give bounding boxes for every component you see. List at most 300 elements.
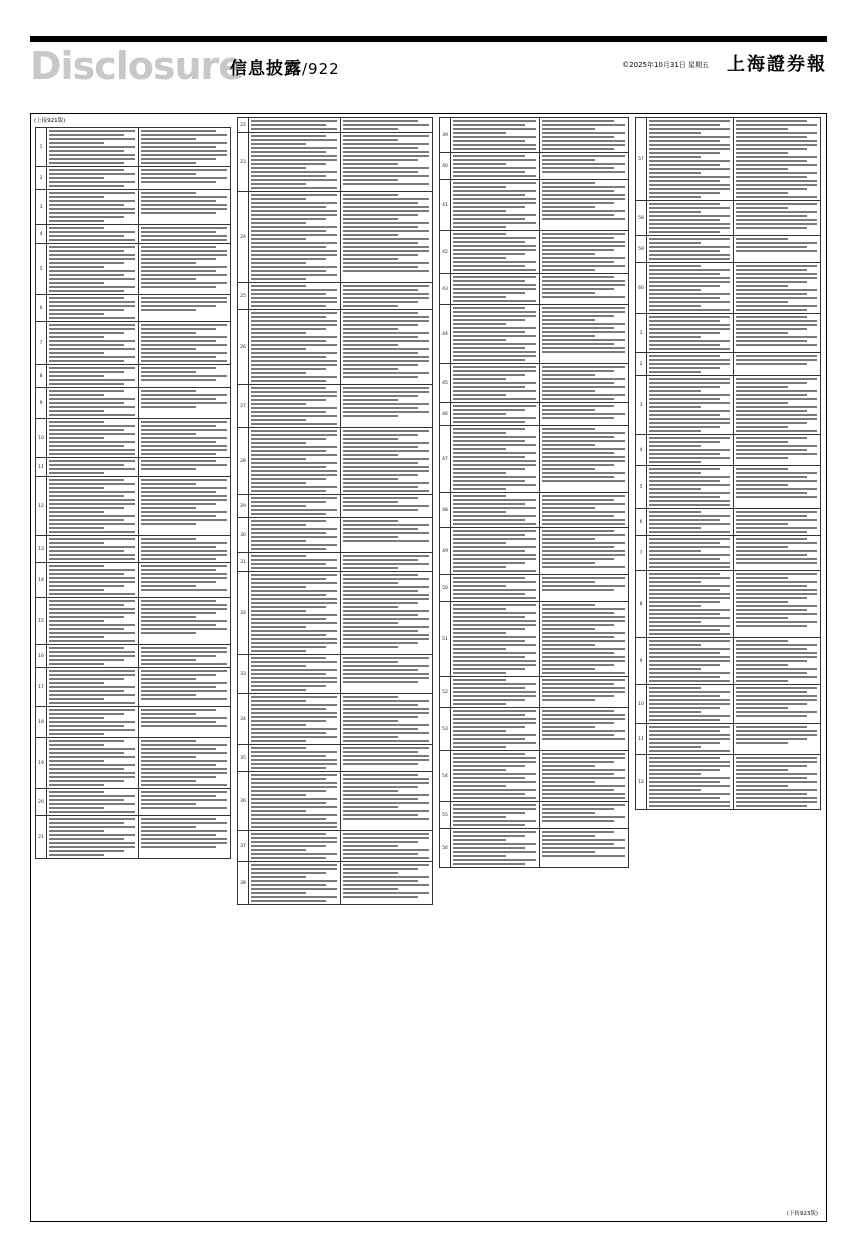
original-clause-cell [47, 365, 139, 388]
text-line [251, 171, 337, 173]
text-line [251, 301, 337, 303]
table-row [636, 685, 821, 724]
text-line [343, 159, 418, 161]
text-line [343, 837, 429, 839]
text-line [49, 200, 135, 202]
text-line [251, 590, 337, 592]
text-line [141, 651, 227, 653]
table-row [440, 751, 629, 802]
text-line [736, 581, 817, 583]
text-line [251, 700, 306, 702]
text-line [453, 159, 536, 161]
original-clause-cell [647, 638, 734, 685]
text-line [251, 364, 337, 366]
text-line [649, 777, 730, 779]
text-line [649, 386, 720, 388]
text-line [343, 266, 418, 268]
text-line [343, 594, 429, 596]
table-row [238, 745, 433, 772]
text-line [453, 812, 525, 814]
text-line [736, 418, 817, 420]
text-line [343, 446, 418, 448]
text-line [49, 850, 124, 852]
text-line [649, 269, 730, 271]
text-line [141, 670, 227, 672]
text-line [141, 491, 216, 493]
text-line [343, 841, 418, 843]
text-line [453, 464, 536, 466]
text-line [736, 192, 788, 194]
text-line [453, 636, 536, 638]
column-3 [439, 117, 629, 1218]
text-line [649, 382, 730, 384]
text-line [649, 765, 730, 767]
text-line [649, 789, 701, 791]
text-line [49, 612, 135, 614]
revised-clause-cell [341, 133, 433, 192]
text-line [141, 332, 196, 334]
text-line [649, 761, 730, 763]
text-line [343, 849, 429, 851]
text-line [251, 222, 306, 224]
text-line [343, 810, 429, 812]
text-line [453, 769, 506, 771]
text-line [453, 276, 536, 278]
text-line [251, 732, 326, 734]
text-line [251, 470, 337, 472]
text-line [141, 585, 196, 587]
text-line [141, 608, 227, 610]
text-line [49, 491, 135, 493]
text-line [251, 183, 306, 185]
revised-clause-cell [139, 458, 231, 477]
text-line [251, 175, 326, 177]
continued-to-note: (下转923版) [786, 1211, 818, 1217]
text-line [649, 422, 730, 424]
text-line [736, 734, 817, 736]
text-line [736, 394, 807, 396]
row-number: 5 [36, 244, 47, 295]
text-line [736, 398, 817, 400]
text-line [141, 177, 227, 179]
table-row [636, 201, 821, 236]
text-line [736, 120, 807, 122]
text-line [542, 315, 614, 317]
text-line [49, 254, 135, 256]
row-number: 58 [636, 201, 647, 236]
row-number: 2 [636, 353, 647, 376]
text-line [49, 565, 104, 567]
continued-from-note: (上接921版) [34, 118, 66, 124]
text-line [141, 250, 227, 252]
text-line [453, 120, 536, 122]
text-line [343, 238, 429, 240]
text-line [736, 176, 807, 178]
row-number: 51 [440, 602, 451, 677]
text-line [141, 282, 227, 284]
text-line [343, 880, 418, 882]
text-line [453, 460, 536, 462]
text-line [736, 640, 788, 642]
text-line [49, 717, 104, 719]
text-line [736, 246, 807, 248]
row-number: 53 [440, 708, 451, 751]
text-line [453, 699, 525, 701]
text-line [251, 888, 337, 890]
text-line [542, 581, 595, 583]
text-line [251, 466, 326, 468]
table-row [238, 553, 433, 572]
revised-clause-cell [734, 236, 821, 263]
text-line [736, 711, 817, 713]
text-line [649, 254, 730, 256]
text-line [736, 437, 807, 439]
text-line [736, 609, 807, 611]
text-line [542, 664, 614, 666]
text-line [141, 483, 196, 485]
text-line [141, 503, 216, 505]
text-line [343, 638, 429, 640]
revised-clause-cell [540, 231, 629, 274]
text-line [649, 297, 720, 299]
text-line [649, 785, 730, 787]
text-line [141, 604, 227, 606]
text-line [251, 763, 337, 765]
text-line [141, 340, 216, 342]
text-line [453, 206, 525, 208]
page-number: /922 [302, 60, 340, 78]
text-line [343, 602, 418, 604]
text-line [453, 687, 525, 689]
text-line [343, 297, 429, 299]
text-line [343, 458, 429, 460]
revised-clause-cell [139, 563, 231, 598]
row-number: 3 [636, 376, 647, 435]
text-line [251, 736, 337, 738]
row-number: 25 [238, 283, 249, 310]
text-line [343, 411, 429, 413]
text-line [453, 292, 525, 294]
text-line [453, 468, 525, 470]
revised-clause-cell [540, 575, 629, 602]
text-line [736, 648, 807, 650]
text-line [251, 482, 306, 484]
text-line [453, 386, 525, 388]
text-line [736, 386, 788, 388]
text-line [649, 715, 730, 717]
text-line [343, 324, 418, 326]
text-line [453, 390, 536, 392]
text-line [251, 798, 337, 800]
table-row [36, 295, 231, 322]
text-line [542, 546, 614, 548]
text-line [49, 134, 124, 136]
text-line [649, 289, 701, 291]
text-line [453, 710, 536, 712]
original-clause-cell [451, 426, 540, 493]
text-line [453, 616, 525, 618]
text-line [49, 507, 124, 509]
text-line [649, 305, 701, 307]
text-line [343, 673, 429, 675]
revised-clause-cell [540, 180, 629, 231]
text-line [141, 173, 196, 175]
text-line [251, 578, 326, 580]
text-line [141, 336, 227, 338]
row-number: 32 [238, 572, 249, 655]
text-line [649, 668, 701, 670]
text-line [542, 507, 595, 509]
original-clause-cell [451, 677, 540, 708]
text-line [343, 872, 398, 874]
text-line [736, 726, 807, 728]
text-line [251, 559, 337, 561]
text-line [649, 227, 730, 229]
text-line [542, 644, 595, 646]
text-line [251, 254, 337, 256]
text-line [736, 585, 807, 587]
text-line [736, 523, 788, 525]
text-line [251, 415, 337, 417]
text-line [453, 253, 525, 255]
text-line [343, 151, 429, 153]
text-line [736, 573, 817, 575]
text-line [141, 158, 216, 160]
original-clause-cell [647, 536, 734, 571]
text-line [736, 789, 817, 791]
text-line [141, 507, 196, 509]
text-line [736, 406, 817, 408]
text-line [49, 764, 135, 766]
table-row [636, 376, 821, 435]
revised-clause-cell [139, 668, 231, 707]
text-line [343, 716, 418, 718]
text-line [736, 273, 817, 275]
table-row [238, 831, 433, 862]
text-line [343, 356, 429, 358]
text-line [453, 257, 506, 259]
text-line [251, 673, 326, 675]
text-line [453, 288, 536, 290]
text-line [649, 188, 730, 190]
original-clause-cell [647, 571, 734, 638]
revised-clause-cell [139, 167, 231, 190]
text-line [251, 528, 337, 530]
text-line [453, 859, 536, 861]
original-clause-cell [647, 263, 734, 314]
text-line [251, 458, 306, 460]
text-line [542, 460, 625, 462]
text-line [141, 196, 227, 198]
text-line [453, 679, 506, 681]
text-line [251, 778, 326, 780]
text-line [343, 786, 418, 788]
text-line [736, 707, 788, 709]
text-line [343, 610, 429, 612]
text-line [251, 626, 306, 628]
text-line [453, 327, 536, 329]
revised-clause-cell [139, 536, 231, 563]
original-clause-cell [249, 192, 341, 283]
text-line [49, 146, 135, 148]
text-line [49, 842, 135, 844]
text-line [49, 780, 124, 782]
text-line [49, 569, 135, 571]
text-line [736, 738, 807, 740]
text-line [542, 409, 595, 411]
original-clause-cell [47, 816, 139, 859]
text-line [453, 519, 525, 521]
text-line [649, 691, 730, 693]
text-line [141, 772, 227, 774]
original-clause-cell [47, 458, 139, 477]
row-number: 60 [636, 263, 647, 314]
revised-clause-cell [734, 536, 821, 571]
original-clause-cell [47, 563, 139, 598]
text-line [49, 394, 104, 396]
table-row [36, 128, 231, 167]
text-line [49, 523, 135, 525]
row-number: 41 [440, 180, 451, 231]
text-line [736, 785, 788, 787]
text-line [251, 586, 306, 588]
text-line [736, 761, 817, 763]
table-row [636, 509, 821, 536]
text-line [343, 736, 398, 738]
revised-clause-cell [341, 694, 433, 745]
text-line [343, 450, 429, 452]
text-line [343, 478, 398, 480]
revised-clause-cell [139, 244, 231, 295]
text-line [453, 691, 536, 693]
row-number: 27 [238, 385, 249, 428]
text-line [649, 219, 720, 221]
text-line [141, 647, 227, 649]
text-line [649, 367, 720, 369]
text-line [736, 156, 817, 158]
text-line [49, 604, 124, 606]
text-line [649, 124, 720, 126]
text-line [251, 544, 337, 546]
text-line [542, 163, 625, 165]
text-line [649, 621, 701, 623]
original-clause-cell [249, 862, 341, 905]
text-line [343, 143, 429, 145]
text-line [251, 606, 326, 608]
text-line [542, 660, 625, 662]
text-line [542, 847, 625, 849]
text-line [542, 319, 595, 321]
text-line [542, 132, 625, 134]
text-line [453, 167, 536, 169]
text-line [343, 262, 429, 264]
text-line [453, 542, 506, 544]
text-line [49, 278, 135, 280]
text-line [49, 231, 135, 233]
text-line [251, 618, 326, 620]
original-clause-cell [451, 180, 540, 231]
text-line [343, 242, 418, 244]
text-line [649, 492, 730, 494]
text-line [736, 527, 817, 529]
text-line [649, 652, 720, 654]
revised-clause-cell [734, 466, 821, 509]
text-line [649, 410, 730, 412]
text-line [251, 810, 306, 812]
text-line [736, 355, 817, 357]
text-line [453, 405, 536, 407]
text-line [343, 555, 429, 557]
text-line [49, 216, 124, 218]
text-line [453, 452, 536, 454]
text-line [49, 313, 104, 315]
text-line [453, 335, 536, 337]
table-row [36, 322, 231, 365]
revised-clause-cell [540, 403, 629, 426]
text-line [141, 204, 227, 206]
text-line [141, 429, 227, 431]
text-line [649, 769, 720, 771]
text-line [251, 407, 337, 409]
text-line [736, 730, 817, 732]
text-line [453, 734, 536, 736]
text-line [736, 203, 817, 205]
text-line [453, 366, 536, 368]
text-line [251, 892, 306, 894]
text-line [736, 211, 817, 213]
row-number: 11 [36, 458, 47, 477]
text-line [736, 476, 807, 478]
text-line [453, 155, 525, 157]
text-line [649, 527, 701, 529]
text-line [343, 258, 398, 260]
revised-clause-cell [341, 428, 433, 495]
text-line [649, 301, 730, 303]
text-line [649, 242, 701, 244]
text-line [542, 726, 595, 728]
text-line [542, 280, 625, 282]
revised-clause-cell [734, 263, 821, 314]
text-line [542, 276, 614, 278]
text-line [649, 246, 730, 248]
text-line [736, 215, 807, 217]
text-line [251, 289, 337, 291]
table-row [440, 708, 629, 751]
revised-clause-cell [540, 426, 629, 493]
text-line [343, 206, 429, 208]
text-line [251, 759, 337, 761]
row-number: 43 [440, 274, 451, 305]
text-line [736, 445, 817, 447]
text-line [453, 394, 506, 396]
text-line [453, 640, 525, 642]
text-line [649, 156, 701, 158]
text-line [649, 344, 720, 346]
table-row [440, 231, 629, 274]
table-row [440, 528, 629, 575]
revised-clause-cell [540, 602, 629, 677]
text-line [542, 241, 625, 243]
text-line [649, 699, 730, 701]
text-line [251, 532, 326, 534]
text-line [453, 428, 525, 430]
text-line [343, 505, 429, 507]
text-line [453, 648, 506, 650]
table-row [36, 645, 231, 668]
text-line [542, 386, 625, 388]
section-title [230, 54, 340, 79]
text-line [542, 789, 614, 791]
